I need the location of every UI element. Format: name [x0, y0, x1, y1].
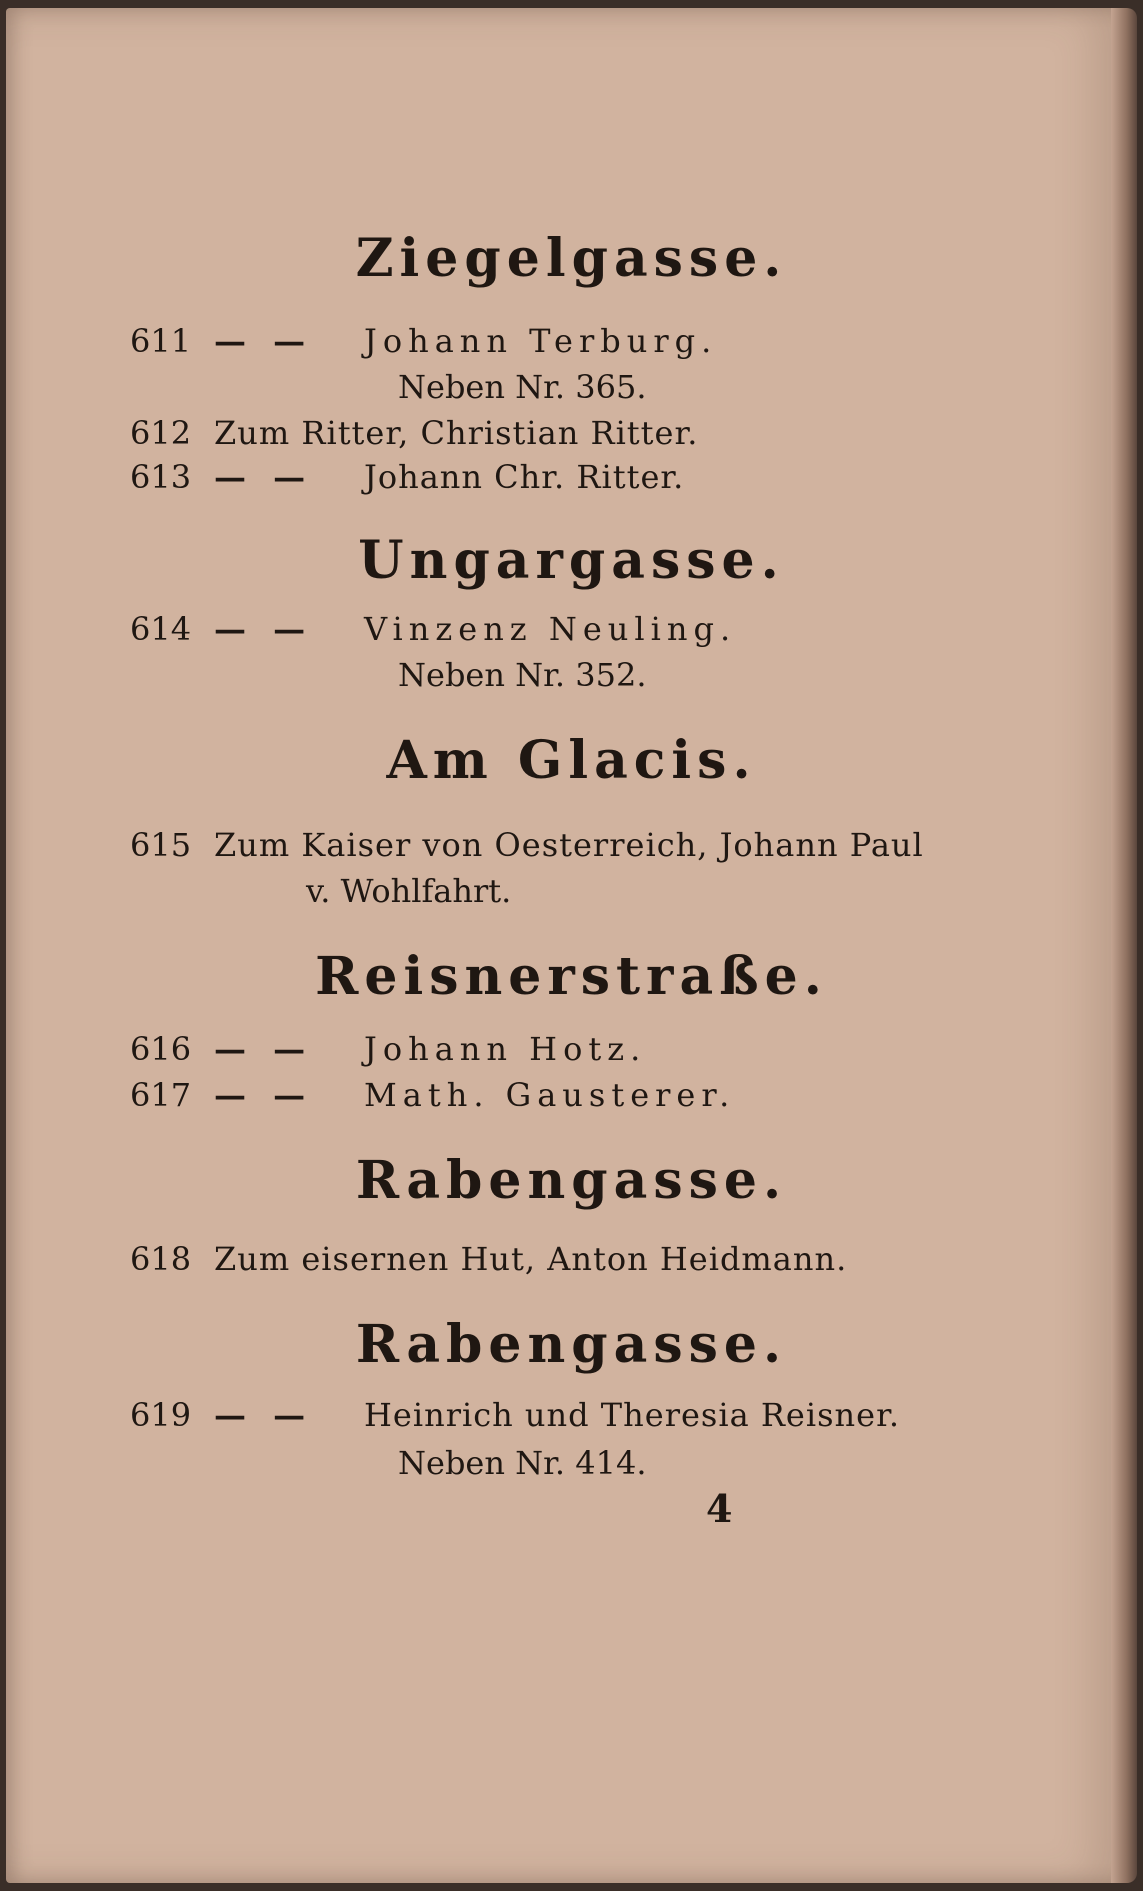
entry-613 [130, 458, 684, 496]
entry-note: Neben Nr. 414. [398, 1444, 647, 1482]
entry-dash: — — [214, 458, 314, 496]
entry-note: Neben Nr. 352. [398, 656, 647, 694]
entry-name: Johann Terburg. [364, 322, 718, 360]
entry-name: Heinrich und Theresia Reisner. [364, 1396, 901, 1434]
entry-616 [130, 1030, 646, 1068]
entry-number: 614 [130, 610, 192, 648]
entry-number: 617 [130, 1076, 192, 1114]
entry-number: 616 [130, 1030, 192, 1068]
section-heading-ungargasse: Ungargasse. [358, 530, 785, 591]
page-number: 4 [706, 1486, 733, 1531]
entry-number: 619 [130, 1396, 192, 1434]
entry-614 [130, 610, 736, 648]
entry-name: Vinzenz Neuling. [364, 610, 737, 648]
section-heading-rabengasse-2: Rabengasse. [355, 1314, 788, 1375]
section-heading-reisnerstrasse: Reisnerstraße. [315, 946, 828, 1007]
entry-note: v. Wohlfahrt. [306, 872, 512, 910]
entry-number: 612 [130, 414, 192, 452]
entry-name: Zum eisernen Hut, Anton Heidmann. [214, 1240, 848, 1278]
entry-note: Neben Nr. 365. [398, 368, 647, 406]
section-heading-am-glacis: Am Glacis. [386, 730, 757, 791]
entry-dash: — — [214, 610, 314, 648]
entry-number: 611 [130, 322, 192, 360]
entry-number: 613 [130, 458, 192, 496]
entry-dash: — — [214, 1076, 314, 1114]
entry-618 [130, 1240, 847, 1278]
entry-617 [130, 1076, 735, 1114]
entry-name: Zum Ritter, Christian Ritter. [214, 414, 699, 452]
entry-612 [130, 414, 698, 452]
section-heading-rabengasse-1: Rabengasse. [355, 1150, 788, 1211]
entry-number: 618 [130, 1240, 192, 1278]
entry-name: Johann Hotz. [364, 1030, 647, 1068]
entry-dash: — — [214, 1030, 314, 1068]
entry-611 [130, 322, 717, 360]
entry-number: 615 [130, 826, 192, 864]
entry-name: Math. Gausterer. [364, 1076, 736, 1114]
entry-dash: — — [214, 322, 314, 360]
entry-619 [130, 1396, 900, 1434]
entry-name: Zum Kaiser von Oesterreich, Johann Paul [214, 826, 924, 864]
entry-name: Johann Chr. Ritter. [364, 458, 685, 496]
entry-dash: — — [214, 1396, 314, 1434]
entry-615 [130, 826, 924, 864]
section-heading-ziegelgasse: Ziegelgasse. [355, 228, 788, 289]
